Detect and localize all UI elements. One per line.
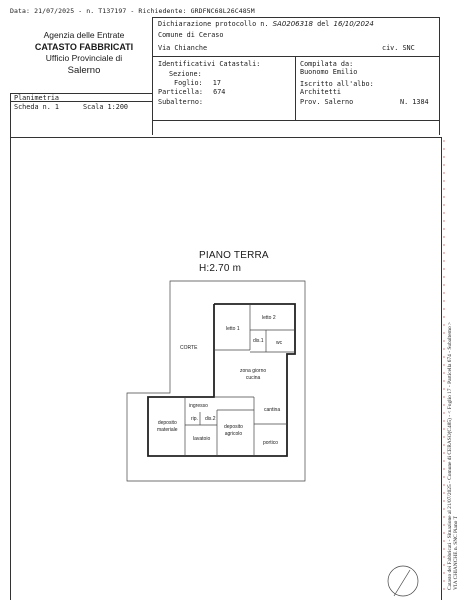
room-deposito-agricolo bbox=[224, 424, 243, 438]
protocol-label: Dichiarazione protocollo n. bbox=[158, 20, 269, 28]
deposito-materiale-line1: deposito bbox=[157, 420, 177, 426]
north-arrow-line bbox=[394, 570, 410, 596]
civic-number: civ. SNC bbox=[382, 44, 415, 52]
zona-giorno-line1: zona giorno bbox=[240, 368, 267, 374]
agency-province: Salerno bbox=[67, 64, 101, 76]
side-note bbox=[447, 322, 459, 590]
room-dis1: dis.1 bbox=[253, 338, 264, 344]
register-value: Architetti bbox=[300, 88, 341, 96]
room-deposito-materiale bbox=[157, 420, 178, 434]
identifiers-title: Identificativi Catastali: bbox=[158, 60, 261, 68]
planimetria-title: Planimetria bbox=[14, 94, 60, 102]
municipality: Comune di Ceraso bbox=[158, 31, 224, 39]
room-wc: wc bbox=[276, 340, 283, 346]
plan-scale: Scala 1:200 bbox=[83, 103, 129, 111]
courtyard-outline bbox=[127, 281, 305, 481]
parcel-label: Particella: bbox=[158, 88, 204, 96]
agency-department: CATASTO FABBRICATI bbox=[34, 41, 134, 52]
floor-title: PIANO TERRA bbox=[199, 250, 269, 261]
room-letto1: letto 1 bbox=[226, 326, 240, 332]
room-portico: portico bbox=[263, 440, 279, 446]
register-label: Iscritto all'albo: bbox=[300, 80, 374, 88]
side-note-line2: VIA CHIANCHE n. SNC Piano T bbox=[453, 516, 459, 590]
request-info-line: Data: 21/07/2025 - n. T137197 - Richiedente: GRDFNC68L26C485M bbox=[10, 7, 255, 15]
room-ingresso: ingresso bbox=[189, 403, 208, 409]
compiled-label: Compilata da: bbox=[300, 60, 354, 68]
section-label: Sezione: bbox=[169, 70, 202, 78]
room-rip: rip. bbox=[191, 416, 198, 422]
registration-number: N. 1384 bbox=[400, 98, 429, 106]
protocol-number: SA0206318 bbox=[272, 20, 314, 28]
room-letto2: letto 2 bbox=[262, 315, 276, 321]
room-cantina: cantina bbox=[264, 407, 281, 413]
agency-office: Ufficio Provinciale di bbox=[45, 53, 123, 63]
protocol-date-label: del bbox=[317, 20, 330, 28]
sheet-value: 17 bbox=[212, 79, 221, 87]
sheet-label: Foglio: bbox=[174, 79, 203, 87]
deposito-agricolo-line2: agricolo bbox=[224, 431, 243, 437]
room-lavatoio: lavatoio bbox=[193, 436, 211, 442]
compiler-name: Buonomo Emilio bbox=[300, 68, 358, 76]
room-dis2: dis.2 bbox=[205, 416, 216, 422]
floor-height: H:2.70 m bbox=[199, 263, 242, 274]
zona-giorno-line2: cucina bbox=[245, 375, 261, 381]
room-zona-giorno bbox=[240, 368, 266, 382]
side-note-line1: Catasto dei Fabbricati - Situazione al 21/07/2025 - Comune di CERASO(C485) - < Foglio 17 - Particella 674 - Subalterno > bbox=[447, 321, 453, 590]
street-address: Via Chianche bbox=[158, 44, 208, 52]
sub-label: Subalterno: bbox=[158, 98, 204, 106]
room-corte: CORTE bbox=[180, 345, 198, 351]
deposito-agricolo-line1: deposito bbox=[224, 424, 243, 430]
scheda-number: Scheda n. 1 bbox=[14, 103, 60, 111]
parcel-value: 674 bbox=[213, 88, 226, 96]
agency-name: Agenzia delle Entrate bbox=[43, 30, 125, 40]
protocol-date: 16/10/2024 bbox=[333, 20, 374, 28]
deposito-materiale-line2: materiale bbox=[157, 427, 178, 433]
province: Prov. Salerno bbox=[300, 98, 354, 106]
